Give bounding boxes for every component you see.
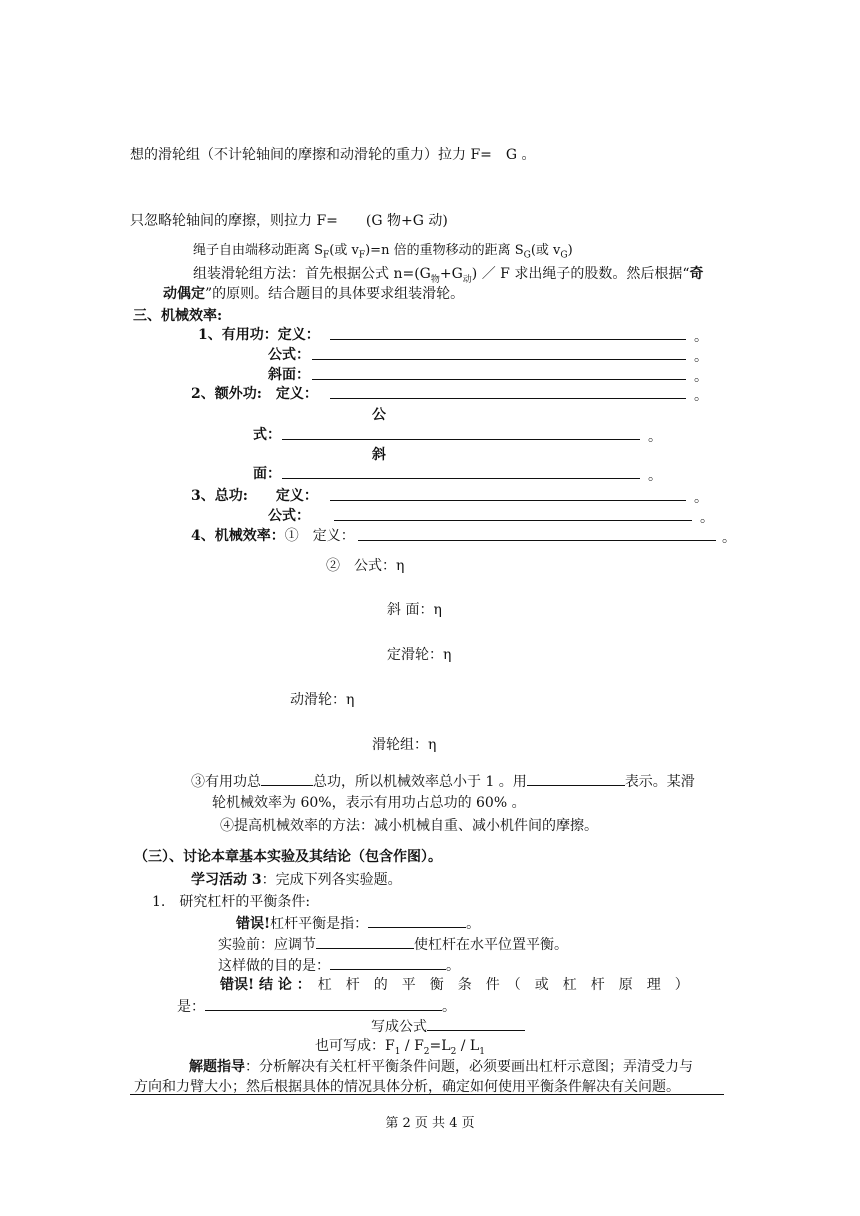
text-line: 只忽略轮轴间的摩擦，则拉力 F= (G 物+G 动) — [130, 213, 448, 229]
total-work-label: 3、总功: 定义： — [191, 488, 318, 504]
period: 。 — [700, 510, 714, 526]
section-heading: （三）、讨论本章基本实验及其结论（包含作图）。 — [134, 849, 442, 865]
text-line: 解题指导：分析解决有关杠杆平衡条件问题，必须要画出杠杆示意图；弄清受力与 — [189, 1059, 693, 1075]
text-line: 写成公式 — [371, 1016, 525, 1037]
text-line: 绳子自由端移动距离 $S_F$(或 $v_F)=n$ 倍的重物移动的距离 $S_G$(或 $v_G$) — [193, 243, 573, 261]
period: 。 — [694, 369, 708, 385]
text-line: 组装滑轮组方法：首先根据公式 $n=(G_物+G_动)$ ／ F 求出绳子的股数。然后根据“奇 — [193, 266, 704, 285]
text-line: 动偶定”的原则。结合题目的具体要求组装滑轮。 — [163, 286, 465, 302]
extra-work-label: 2、额外功: 定义： — [191, 386, 318, 402]
efficiency-incline: 斜 面：η — [387, 602, 442, 618]
blank-line — [358, 526, 716, 547]
useful-work-label: 1、有用功：定义： — [198, 327, 320, 343]
blank-line — [312, 345, 686, 366]
extra-work-formula-label: 式： — [253, 427, 281, 443]
period: 。 — [648, 429, 662, 445]
text-line: 轮机械效率为 60%，表示有用功占总功的 60% 。 — [212, 795, 526, 811]
efficiency-fixed-pulley: 定滑轮：η — [387, 647, 452, 663]
blank-line — [282, 464, 640, 485]
text-line: 想的滑轮组（不计轮轴间的摩擦和动滑轮的重力）拉力 F= G 。 — [130, 147, 536, 163]
list-item: 1. 研究杠杆的平衡条件: — [152, 894, 311, 910]
text-line: 实验前：应调节 使杠杆在水平位置平衡。 — [218, 934, 568, 955]
period: 。 — [694, 388, 708, 404]
efficiency-label: 4、机械效率：① 定义： — [191, 528, 355, 544]
period: 。 — [648, 468, 662, 484]
blank-line — [334, 506, 692, 527]
blank-line — [282, 425, 640, 446]
text-line: 错误!杠杆平衡是指： 。 — [236, 913, 480, 934]
period: 。 — [694, 349, 708, 365]
blank-line — [330, 384, 686, 405]
extra-work-incline-char: 斜 — [372, 447, 386, 463]
activity-line: 学习活动 3：完成下列各实验题。 — [191, 872, 402, 888]
period: 。 — [694, 490, 708, 506]
efficiency-formula: ② 公式：η — [326, 558, 405, 574]
section-heading: 三、机械效率: — [133, 308, 223, 324]
text-line: ③有用功总 总功，所以机械效率总小于 1 。用 表示。某滑 — [191, 771, 695, 792]
extra-work-formula-char: 公 — [372, 407, 386, 423]
text-line: 方向和力臂大小；然后根据具体的情况具体分析，确定如何使用平衡条件解决有关问题。 — [134, 1079, 680, 1095]
text-line: 这样做的目的是： 。 — [218, 955, 460, 976]
efficiency-moving-pulley: 动滑轮：η — [290, 692, 355, 708]
blank-line — [330, 325, 686, 346]
useful-work-incline-label: 斜面： — [268, 367, 310, 383]
extra-work-incline-label: 面： — [253, 466, 281, 482]
efficiency-pulley-group: 滑轮组：η — [372, 737, 437, 753]
page-number: 第 2 页 共 4 页 — [385, 1116, 475, 1131]
useful-work-formula-label: 公式： — [268, 347, 310, 363]
period: 。 — [722, 530, 736, 546]
text-line: 错误! 结 论 ： 杠 杆 的 平 衡 条 件 （ 或 杠 杆 原 理 ） — [220, 977, 689, 993]
period: 。 — [694, 329, 708, 345]
text-line: ④提高机械效率的方法：减小机械自重、减小机件间的摩擦。 — [220, 818, 598, 834]
blank-line — [312, 365, 686, 386]
total-work-formula-label: 公式： — [268, 508, 310, 524]
divider — [130, 1094, 724, 1095]
lever-formula: 也可写成：$F_1 / F_2=L_2 / L_1$ — [315, 1038, 485, 1057]
blank-line — [330, 486, 686, 507]
text-line: 是： 。 — [177, 996, 456, 1017]
